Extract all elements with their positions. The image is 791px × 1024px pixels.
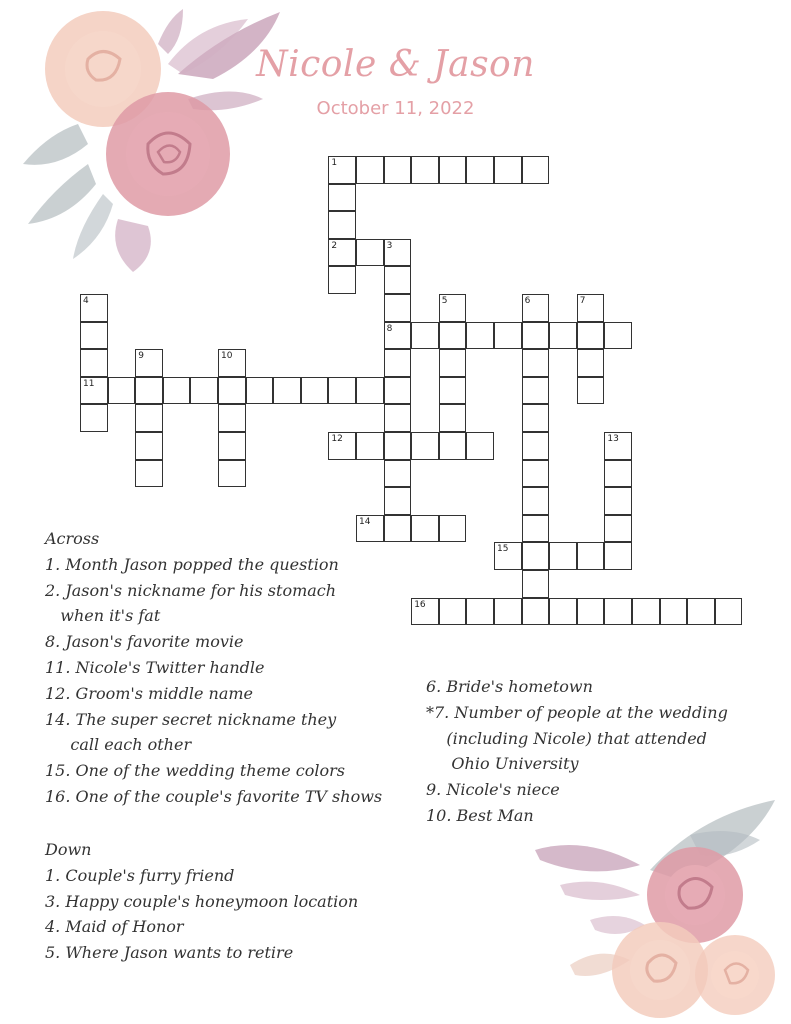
crossword-cell[interactable] <box>218 460 246 488</box>
crossword-cell[interactable] <box>687 598 715 626</box>
crossword-cell-3[interactable] <box>384 239 412 267</box>
crossword-cell[interactable] <box>384 460 412 488</box>
clue-across-11: 11. Nicole's Twitter handle <box>45 657 265 677</box>
crossword-cell[interactable] <box>494 322 522 350</box>
clue-number: 4 <box>83 296 89 306</box>
crossword-cell[interactable] <box>190 377 218 405</box>
crossword-cell[interactable] <box>384 349 412 377</box>
clue-number: 8 <box>386 323 393 334</box>
crossword-cell[interactable] <box>108 377 136 405</box>
across-heading: Across <box>45 529 100 548</box>
crossword-cell[interactable] <box>80 349 108 377</box>
down-clues-continued <box>426 674 728 829</box>
crossword-cell-8[interactable] <box>384 322 412 350</box>
crossword-cell[interactable] <box>522 487 550 515</box>
crossword-cell[interactable] <box>439 432 467 460</box>
crossword-cell[interactable] <box>439 322 467 350</box>
crossword-cell[interactable] <box>328 184 356 212</box>
wedding-date: October 11, 2022 <box>316 98 475 119</box>
crossword-cell-6[interactable] <box>522 294 550 322</box>
crossword-cell[interactable] <box>604 322 632 350</box>
crossword-cell[interactable] <box>411 515 439 543</box>
crossword-cell[interactable] <box>522 322 550 350</box>
crossword-cell[interactable] <box>328 211 356 239</box>
crossword-cell-9[interactable] <box>135 349 163 377</box>
crossword-cell[interactable] <box>604 515 632 543</box>
down-heading: Down <box>45 840 92 859</box>
crossword-cell[interactable] <box>411 432 439 460</box>
clue-across-1: 1. Month Jason popped the question <box>45 554 339 574</box>
crossword-cell[interactable] <box>577 542 605 570</box>
clue-number: 2 <box>331 240 338 251</box>
clue-number: 14 <box>359 516 371 527</box>
crossword-cell-10[interactable] <box>218 349 246 377</box>
clue-number: 7 <box>579 296 586 306</box>
clue-down-4: 4. Maid of Honor <box>45 917 184 937</box>
clue-number: 13 <box>607 434 619 444</box>
crossword-cell[interactable] <box>384 294 412 322</box>
clue-across-2: 2. Jason's nickname for his stomach when it's fat <box>45 580 337 626</box>
crossword-cell[interactable] <box>135 404 163 432</box>
clue-number: 9 <box>138 351 144 362</box>
across-clues <box>45 526 382 810</box>
page-title: Nicole & Jason <box>256 44 535 85</box>
clue-number: 15 <box>497 544 509 555</box>
crossword-cell[interactable] <box>522 460 550 488</box>
crossword-cell[interactable] <box>632 598 660 626</box>
crossword-cell-2[interactable] <box>328 239 356 267</box>
crossword-cell-4[interactable] <box>80 294 108 322</box>
crossword-cell[interactable] <box>356 377 384 405</box>
crossword-cell-12[interactable] <box>328 432 356 460</box>
crossword-cell[interactable] <box>522 432 550 460</box>
crossword-cell[interactable] <box>301 377 329 405</box>
crossword-cell[interactable] <box>522 156 550 184</box>
crossword-cell[interactable] <box>384 156 412 184</box>
crossword-cell[interactable] <box>135 432 163 460</box>
clue-across-14: 14. The super secret nickname they call each other <box>45 709 337 755</box>
crossword-cell[interactable] <box>384 266 412 294</box>
crossword-cell-1[interactable] <box>328 156 356 184</box>
crossword-cell[interactable] <box>439 515 467 543</box>
crossword-cell[interactable] <box>439 377 467 405</box>
clue-down-7: *7. Number of people at the wedding (including Nicole) that attended Ohio University <box>426 702 728 774</box>
clue-down-6: 6. Bride's hometown <box>426 677 593 696</box>
crossword-cell[interactable] <box>466 156 494 184</box>
crossword-cell-11[interactable] <box>80 377 108 405</box>
crossword-cell-7[interactable] <box>577 294 605 322</box>
clue-number: 11 <box>83 378 95 389</box>
crossword-cell[interactable] <box>577 598 605 626</box>
clue-across-16: 16. One of the couple's favorite TV shows <box>45 786 383 806</box>
crossword-cell[interactable] <box>522 377 550 405</box>
crossword-cell-13[interactable] <box>604 432 632 460</box>
crossword-cell[interactable] <box>384 487 412 515</box>
crossword-cell[interactable] <box>439 404 467 432</box>
crossword-cell[interactable] <box>163 377 191 405</box>
crossword-cell[interactable] <box>577 322 605 350</box>
crossword-cell[interactable] <box>577 377 605 405</box>
crossword-cell[interactable] <box>80 322 108 350</box>
crossword-cell[interactable] <box>218 377 246 405</box>
crossword-cell[interactable] <box>604 460 632 488</box>
clue-number: 10 <box>221 351 233 362</box>
clue-number: 12 <box>331 434 343 444</box>
crossword-cell[interactable] <box>522 598 550 626</box>
clue-down-1: 1. Couple's furry friend <box>45 865 235 885</box>
crossword-cell[interactable] <box>356 432 384 460</box>
crossword-cell[interactable] <box>522 542 550 570</box>
clue-down-10: 10. Best Man <box>426 805 534 825</box>
crossword-cell[interactable] <box>328 377 356 405</box>
crossword-cell[interactable] <box>439 156 467 184</box>
crossword-cell[interactable] <box>522 570 550 598</box>
crossword-cell[interactable] <box>80 404 108 432</box>
crossword-cell[interactable] <box>246 377 274 405</box>
crossword-cell[interactable] <box>577 349 605 377</box>
clue-across-8: 8. Jason's favorite movie <box>45 632 244 652</box>
clue-number: 6 <box>524 296 531 306</box>
crossword-cell[interactable] <box>218 432 246 460</box>
crossword-cell[interactable] <box>522 515 550 543</box>
crossword-cell-16[interactable] <box>411 598 439 626</box>
crossword-cell[interactable] <box>384 377 412 405</box>
crossword-cell[interactable] <box>466 432 494 460</box>
crossword-cell[interactable] <box>604 487 632 515</box>
crossword-cell[interactable] <box>549 322 577 350</box>
crossword-cell[interactable] <box>466 322 494 350</box>
crossword-cell[interactable] <box>604 598 632 626</box>
down-clues <box>45 837 358 966</box>
crossword-cell[interactable] <box>522 404 550 432</box>
clue-down-9: 9. Nicole's niece <box>426 780 560 800</box>
crossword-cell[interactable] <box>328 266 356 294</box>
crossword-cell[interactable] <box>135 460 163 488</box>
crossword-cell[interactable] <box>604 542 632 570</box>
crossword-cell[interactable] <box>715 598 743 626</box>
clue-across-12: 12. Groom's middle name <box>45 683 254 703</box>
clue-down-5: 5. Where Jason wants to retire <box>45 943 294 963</box>
crossword-cell[interactable] <box>494 598 522 626</box>
clue-number: 1 <box>331 158 338 168</box>
crossword-cell[interactable] <box>135 377 163 405</box>
crossword-cell[interactable] <box>384 404 412 432</box>
crossword-cell[interactable] <box>218 404 246 432</box>
clue-number: 5 <box>441 296 448 306</box>
clue-number: 3 <box>386 240 393 251</box>
crossword-cell[interactable] <box>522 349 550 377</box>
crossword-cell[interactable] <box>549 542 577 570</box>
clue-number: 16 <box>414 599 426 610</box>
crossword-cell-15[interactable] <box>494 542 522 570</box>
crossword-cell[interactable] <box>660 598 688 626</box>
crossword-cell-5[interactable] <box>439 294 467 322</box>
crossword-cell[interactable] <box>549 598 577 626</box>
crossword-cell[interactable] <box>466 598 494 626</box>
crossword-cell[interactable] <box>384 515 412 543</box>
crossword-cell[interactable] <box>439 598 467 626</box>
crossword-cell[interactable] <box>439 349 467 377</box>
crossword-cell[interactable] <box>411 322 439 350</box>
crossword-cell[interactable] <box>384 432 412 460</box>
crossword-cell[interactable] <box>273 377 301 405</box>
crossword-cell[interactable] <box>494 156 522 184</box>
crossword-cell[interactable] <box>356 239 384 267</box>
clue-down-3: 3. Happy couple's honeymoon location <box>45 891 359 911</box>
clue-across-15: 15. One of the wedding theme colors <box>45 761 345 781</box>
crossword-cell[interactable] <box>356 156 384 184</box>
crossword-cell[interactable] <box>411 156 439 184</box>
